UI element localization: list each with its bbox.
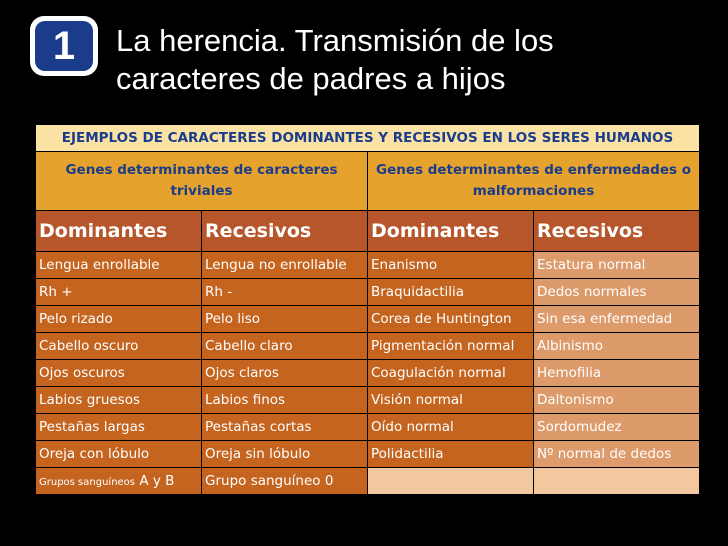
- title-line-2: caracteres de padres a hijos: [116, 61, 506, 96]
- table-cell: Grupo sanguíneo 0: [202, 468, 368, 495]
- table-cell: Oreja con lóbulo: [36, 441, 202, 468]
- table-cell: Dedos normales: [534, 279, 700, 306]
- table-cell: Oreja sin lóbulo: [202, 441, 368, 468]
- table-main-header: EJEMPLOS DE CARACTERES DOMINANTES Y RECESIVOS EN LOS SERES HUMANOS: [36, 125, 700, 152]
- table-cell-empty: [368, 468, 534, 495]
- table-cell: Polidactilia: [368, 441, 534, 468]
- table-cell: Braquidactilia: [368, 279, 534, 306]
- table-cell: Visión normal: [368, 387, 534, 414]
- table-row: [36, 279, 700, 306]
- table-row: [36, 333, 700, 360]
- table-row: [36, 468, 700, 495]
- table-row: [36, 441, 700, 468]
- table-row: [36, 360, 700, 387]
- table-cell: [36, 468, 202, 495]
- table-cell: Sordomudez: [534, 414, 700, 441]
- column-header: Dominantes: [36, 211, 202, 252]
- table-cell: Pelo rizado: [36, 306, 202, 333]
- table-cell: Pelo liso: [202, 306, 368, 333]
- table-cell: Ojos claros: [202, 360, 368, 387]
- table-cell: Corea de Huntington: [368, 306, 534, 333]
- table-cell: Nº normal de dedos: [534, 441, 700, 468]
- slide-title: [116, 22, 706, 98]
- table-row: [36, 306, 700, 333]
- table-cell: Cabello claro: [202, 333, 368, 360]
- table-cell: Coagulación normal: [368, 360, 534, 387]
- slide-number: 1: [35, 21, 93, 71]
- table-cell: Pestañas cortas: [202, 414, 368, 441]
- table-cell: Oído normal: [368, 414, 534, 441]
- table-row: [36, 414, 700, 441]
- blood-groups-value: A y B: [139, 473, 175, 489]
- table-cell: Daltonismo: [534, 387, 700, 414]
- table-cell: Labios finos: [202, 387, 368, 414]
- column-header-row: [36, 211, 700, 252]
- group-header-diseases: Genes determinantes de enfermedades o malformaciones: [368, 152, 700, 211]
- table-cell: Ojos oscuros: [36, 360, 202, 387]
- table-cell: Lengua no enrollable: [202, 252, 368, 279]
- table-cell: Albinismo: [534, 333, 700, 360]
- table-cell: Sin esa enfermedad: [534, 306, 700, 333]
- table-cell: Pestañas largas: [36, 414, 202, 441]
- column-header: Recesivos: [534, 211, 700, 252]
- table-cell: Pigmentación normal: [368, 333, 534, 360]
- slide-number-badge: [30, 16, 98, 76]
- table-cell: Enanismo: [368, 252, 534, 279]
- table-cell: Hemofilia: [534, 360, 700, 387]
- table-cell-empty: [534, 468, 700, 495]
- traits-table: [35, 124, 700, 495]
- table-cell: Rh -: [202, 279, 368, 306]
- traits-table-container: [35, 124, 700, 495]
- table-cell: Rh +: [36, 279, 202, 306]
- column-header: Dominantes: [368, 211, 534, 252]
- group-header-trivial: Genes determinantes de caracteres triviales: [36, 152, 368, 211]
- table-cell: Estatura normal: [534, 252, 700, 279]
- table-cell: Cabello oscuro: [36, 333, 202, 360]
- table-row: [36, 387, 700, 414]
- column-header: Recesivos: [202, 211, 368, 252]
- title-line-1: La herencia. Transmisión de los: [116, 23, 554, 58]
- blood-groups-label: Grupos sanguíneos: [39, 477, 136, 488]
- table-row: [36, 252, 700, 279]
- table-cell: Lengua enrollable: [36, 252, 202, 279]
- table-cell: Labios gruesos: [36, 387, 202, 414]
